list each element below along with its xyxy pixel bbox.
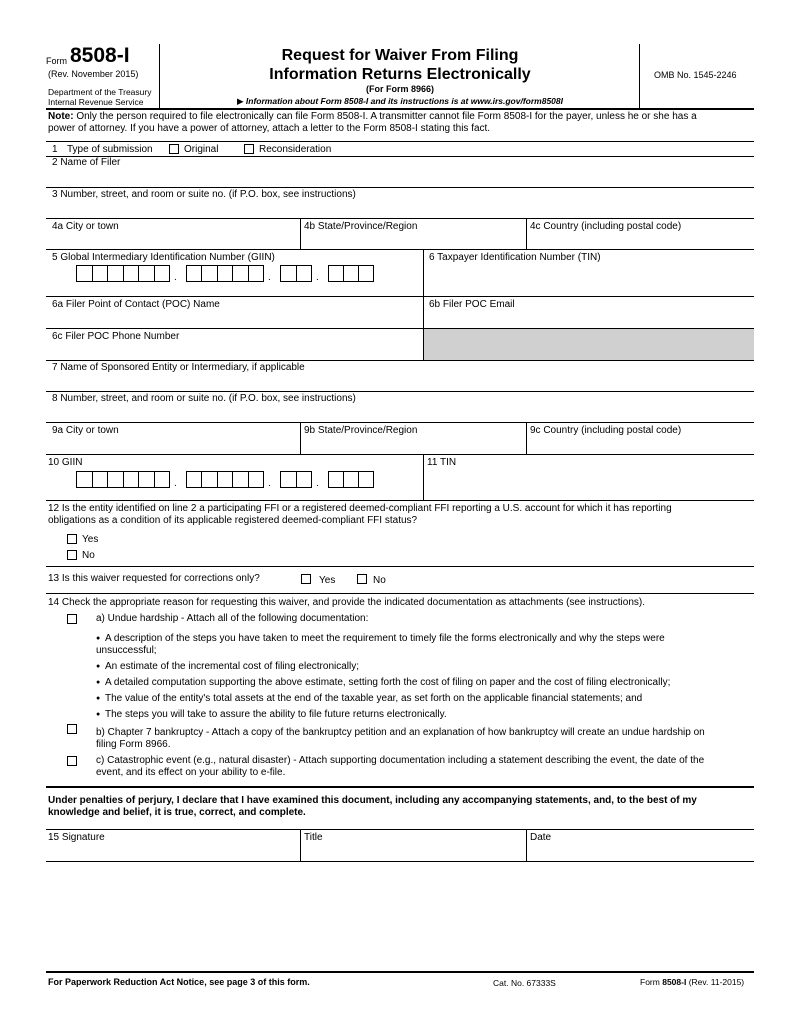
bullet-icon: ● <box>96 635 101 642</box>
omb-number: OMB No. 1545-2246 <box>654 70 737 80</box>
line10-label: 10 GIIN <box>48 457 83 468</box>
line12-yes-checkbox[interactable] <box>67 534 77 544</box>
line4b-label: 4b State/Province/Region <box>304 221 418 232</box>
giin2-dot-1: . <box>174 478 177 489</box>
hardship-label: a) Undue hardship - Attach all of the following documentation: <box>96 613 369 624</box>
line13-no-label: No <box>373 575 386 586</box>
header-divider-right <box>639 44 640 108</box>
arrow-icon: ▶ <box>237 96 244 106</box>
note-line-1: Only the person required to file electronically can file Form 8508-I. A transmitter cannot file Form 8508-I for the payer, unless he or she has a <box>76 111 697 122</box>
shaded-area <box>424 329 754 360</box>
form-revision: (Rev. November 2015) <box>48 69 139 79</box>
giin2-dot-2: . <box>268 478 271 489</box>
rule-line7 <box>46 391 754 392</box>
giin2-box-group-2[interactable] <box>186 471 264 488</box>
catastrophic-line-1: c) Catastrophic event (e.g., natural disaster) - Attach supporting documentation including a statement describing the event, the date of the <box>96 755 705 766</box>
footer-form-id <box>640 977 744 987</box>
line9-divider-2 <box>526 422 527 454</box>
line13-yes-label: Yes <box>319 575 336 586</box>
giin2-box-group-4[interactable] <box>328 471 374 488</box>
form-prefix: Form <box>46 56 67 66</box>
footer-rule <box>46 971 754 973</box>
catastrophic-checkbox[interactable] <box>67 756 77 766</box>
info-text: Information about Form 8508-I and its instructions is at www.irs.gov/form8508I <box>245 96 563 106</box>
title-line-2: Information Returns Electronically <box>269 66 531 83</box>
reconsideration-checkbox[interactable] <box>244 144 254 154</box>
line6b-label: 6b Filer POC Email <box>429 299 515 310</box>
note <box>48 111 754 135</box>
bankruptcy-line-2: filing Form 8966. <box>96 739 171 750</box>
line9c-label: 9c Country (including postal code) <box>530 425 682 436</box>
line12-no-checkbox[interactable] <box>67 550 77 560</box>
rule-line6c <box>46 360 754 361</box>
rule-line14 <box>46 786 754 788</box>
bullet-icon: ● <box>96 695 101 702</box>
title-label: Title <box>304 832 323 843</box>
rule-line12 <box>46 566 754 567</box>
line12-yes-label: Yes <box>82 534 99 545</box>
bankruptcy-line-1: b) Chapter 7 bankruptcy - Attach a copy of the bankruptcy petition and an explanation of how bankruptcy will create an undue hardship on <box>96 727 705 738</box>
bullet-icon: ● <box>96 711 101 718</box>
line4-divider-2 <box>526 218 527 249</box>
bullet-1-cont: unsuccessful; <box>96 645 157 656</box>
footer-form-number: 8508-I <box>662 977 687 987</box>
title-field[interactable] <box>301 845 525 861</box>
line13-no-checkbox[interactable] <box>357 574 367 584</box>
line4c-label: 4c Country (including postal code) <box>530 221 682 232</box>
date-field[interactable] <box>527 845 754 861</box>
line12-no-label: No <box>82 550 95 561</box>
info-line <box>160 95 640 107</box>
rule-line5 <box>46 296 754 297</box>
line4a-label: 4a City or town <box>52 221 119 232</box>
giin2-dot-3: . <box>316 478 319 489</box>
giin2-box-group-1[interactable] <box>76 471 170 488</box>
line2-label: 2 Name of Filer <box>52 157 121 168</box>
bullet-icon: ● <box>96 663 101 670</box>
line13-label: 13 Is this waiver requested for corrections only? <box>48 573 260 584</box>
original-label: Original <box>184 144 219 155</box>
line5-label: 5 Global Intermediary Identification Number (GIIN) <box>52 252 275 263</box>
line9-divider-1 <box>300 422 301 454</box>
giin-box-group-1[interactable] <box>76 265 170 282</box>
penalty-line-1: Under penalties of perjury, I declare that I have examined this document, including any accompanying statements, and, to the best of my <box>48 795 697 806</box>
note-label: Note: <box>48 111 74 122</box>
line9a-label: 9a City or town <box>52 425 119 436</box>
bullet-4: The value of the entity's total assets at the end of the taxable year, as set forth on the applicable financial statements; and <box>105 693 643 704</box>
bankruptcy-checkbox[interactable] <box>67 724 77 734</box>
dept-line-2: Internal Revenue Service <box>48 97 144 107</box>
footer-form-rev: (Rev. 11-2015) <box>688 977 745 987</box>
signature-field[interactable] <box>46 845 299 861</box>
giin-box-group-4[interactable] <box>328 265 374 282</box>
note-line-2: power of attorney. If you have a power of attorney, attach a letter to the Form 8508-I stating this fact. <box>48 123 491 134</box>
reconsideration-label: Reconsideration <box>259 144 332 155</box>
giin-dot-3: . <box>316 272 319 283</box>
rule-line15 <box>46 861 754 862</box>
original-checkbox[interactable] <box>169 144 179 154</box>
line12-text-1: 12 Is the entity identified on line 2 a participating FFI or a registered deemed-compliant FFI reporting a U.S. account for which it has reporting <box>48 503 672 514</box>
line6a-label: 6a Filer Point of Contact (POC) Name <box>52 299 220 310</box>
rule-line10 <box>46 500 754 501</box>
bullet-5: The steps you will take to assure the ability to file future returns electronically. <box>105 709 447 720</box>
penalty-line-2: knowledge and belief, it is true, correct, and complete. <box>48 807 306 818</box>
rule-line4 <box>46 249 754 250</box>
bullet-icon: ● <box>96 679 101 686</box>
rule-line13 <box>46 593 754 594</box>
signature-label: 15 Signature <box>48 832 105 843</box>
giin2-box-group-3[interactable] <box>280 471 312 488</box>
catalog-number: Cat. No. 67333S <box>493 978 556 988</box>
filer-name-field[interactable] <box>46 170 754 187</box>
rule-line1 <box>46 156 754 157</box>
bullet-2: An estimate of the incremental cost of filing electronically; <box>105 661 360 672</box>
rule-line8 <box>46 422 754 423</box>
bullet-3: A detailed computation supporting the above estimate, setting forth the cost of filing on paper and the cost of filing electronically; <box>105 677 671 688</box>
giin-box-group-2[interactable] <box>186 265 264 282</box>
paperwork-notice: For Paperwork Reduction Act Notice, see page 3 of this form. <box>48 977 310 987</box>
rule-line3 <box>46 218 754 219</box>
line6c-label: 6c Filer POC Phone Number <box>52 331 180 342</box>
for-form-8966: (For Form 8966) <box>365 84 434 94</box>
line9b-label: 9b State/Province/Region <box>304 425 418 436</box>
date-label: Date <box>530 832 552 843</box>
giin-box-group-3[interactable] <box>280 265 312 282</box>
line1-number: 1 <box>52 144 58 155</box>
line3-label: 3 Number, street, and room or suite no. (if P.O. box, see instructions) <box>52 189 356 200</box>
title-line-1: Request for Waiver From Filing <box>281 47 519 64</box>
line4-divider-1 <box>300 218 301 249</box>
line10-divider <box>423 454 424 500</box>
line11-label: 11 TIN <box>427 457 457 468</box>
rule-penalty <box>46 829 754 830</box>
filer-address-field[interactable] <box>46 202 754 218</box>
bullet-1: A description of the steps you have taken to meet the requirement to timely file the forms electronically and why the steps were <box>105 633 665 644</box>
dept-line-1: Department of the Treasury <box>48 87 152 97</box>
line12-text-2: obligations as a condition of its applicable registered deemed-compliant FFI status? <box>48 515 418 526</box>
rule-line2 <box>46 187 754 188</box>
form-title <box>160 46 640 107</box>
hardship-checkbox[interactable] <box>67 614 77 624</box>
line8-label: 8 Number, street, and room or suite no. (if P.O. box, see instructions) <box>52 393 356 404</box>
giin-dot-1: . <box>174 272 177 283</box>
footer-form-prefix: Form <box>640 977 660 987</box>
rule-note <box>46 141 754 142</box>
catastrophic-line-2: event, and its effect on your ability to e-file. <box>96 767 286 778</box>
line1-label: Type of submission <box>67 144 153 155</box>
header-bottom-rule <box>46 108 754 110</box>
line13-yes-checkbox[interactable] <box>301 574 311 584</box>
line14-label: 14 Check the appropriate reason for requesting this waiver, and provide the indicated documentation as attachments (see instructions). <box>48 597 646 608</box>
giin-dot-2: . <box>268 272 271 283</box>
line7-label: 7 Name of Sponsored Entity or Intermediary, if applicable <box>52 362 305 373</box>
line6-label: 6 Taxpayer Identification Number (TIN) <box>429 252 601 263</box>
rule-line9 <box>46 454 754 455</box>
form-number: 8508-I <box>70 44 130 67</box>
